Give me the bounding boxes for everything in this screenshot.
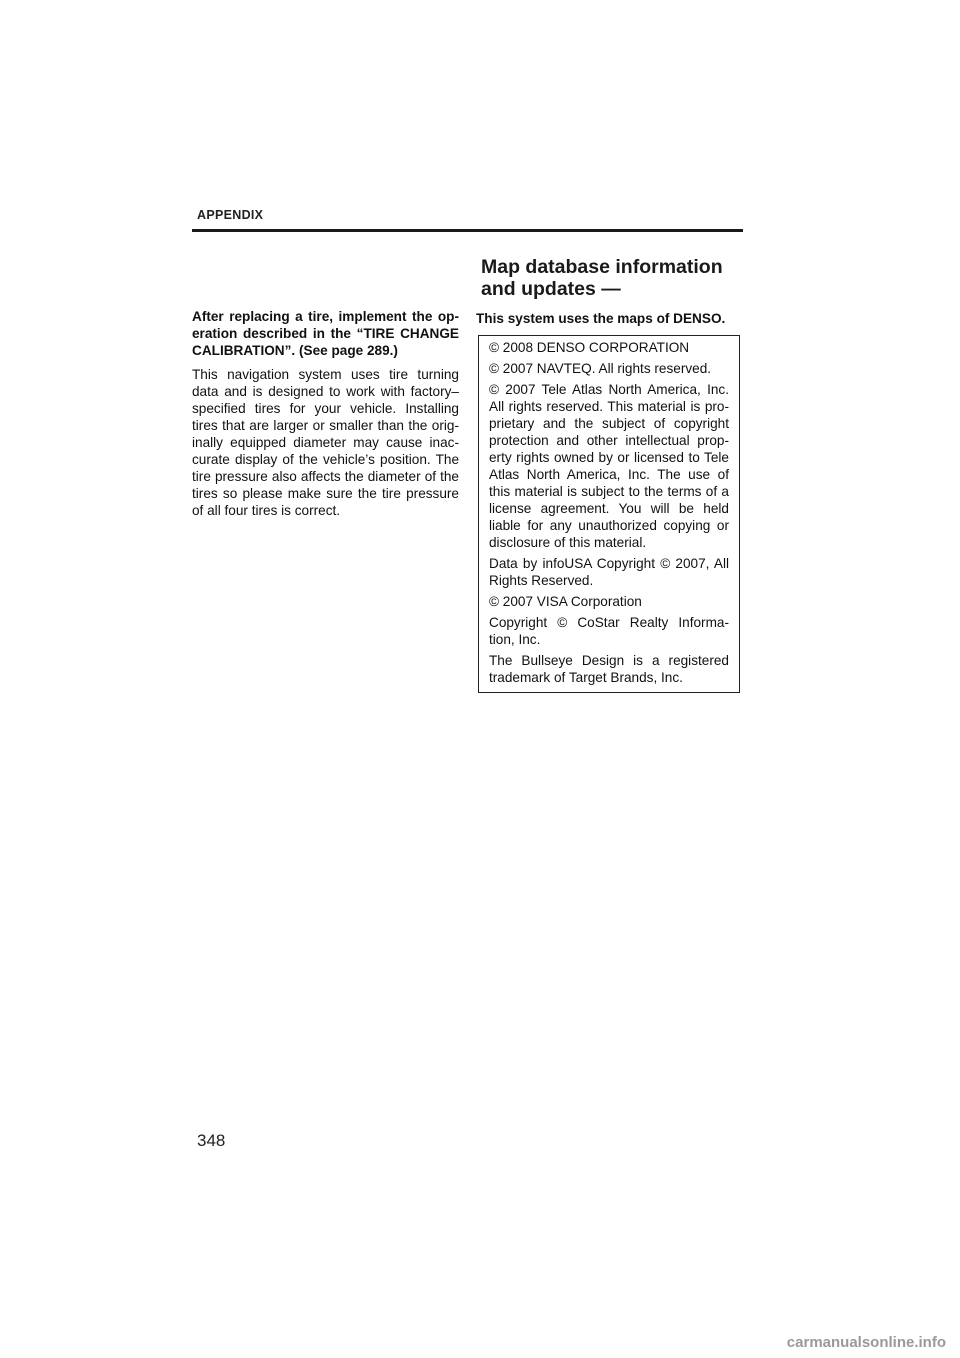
intro-text: This system uses the maps of DENSO. <box>476 311 726 326</box>
tire-info-paragraph: This navigation system uses tire turning data and is designed to work with factory– specified tires for your vehicle. Installing tires that are larger or smaller than the orig- inally equipped diameter may cause inac- curate display of the vehicle’s position. The tire pressure also affects the diameter of the tires so please make sure the tire pressure of all four tires is correct. <box>192 367 459 518</box>
watermark[interactable]: carmanualsonline.info <box>786 1334 946 1351</box>
copyright-item: © 2007 VISA Corporation <box>489 594 642 609</box>
page-number: 348 <box>197 1131 226 1150</box>
copyright-item: © 2008 DENSO CORPORATION <box>489 340 690 355</box>
copyright-item: Data by infoUSA Copyright © 2007, All Rights Reserved. <box>489 556 729 588</box>
copyright-item: Copyright © CoStar Realty Informa- tion, Inc. <box>489 615 729 647</box>
header-rule <box>192 229 743 232</box>
section-heading: Map database information and updates — <box>481 256 723 300</box>
left-column <box>192 308 459 526</box>
copyright-item: © 2007 Tele Atlas North America, Inc. All rights reserved. This material is pro- prietary and the subject of copyright protection and other intellectual prop- erty rights owned by or licensed to Tele Atlas North America, Inc. The use of this material is subject to the terms of a license agreement. You will be held liable for any unauthorized copying or disclosure of this material. <box>489 382 729 550</box>
copyright-box <box>478 335 740 693</box>
copyright-item: © 2007 NAVTEQ. All rights reserved. <box>489 361 712 376</box>
copyright-item: The Bullseye Design is a registered trademark of Target Brands, Inc. <box>489 653 729 685</box>
section-label: APPENDIX <box>197 208 264 222</box>
right-column <box>478 256 742 693</box>
calibration-note: After replacing a tire, implement the op- eration described in the “TIRE CHANGE CALIBRATION”. (See page 289.) <box>192 309 459 358</box>
